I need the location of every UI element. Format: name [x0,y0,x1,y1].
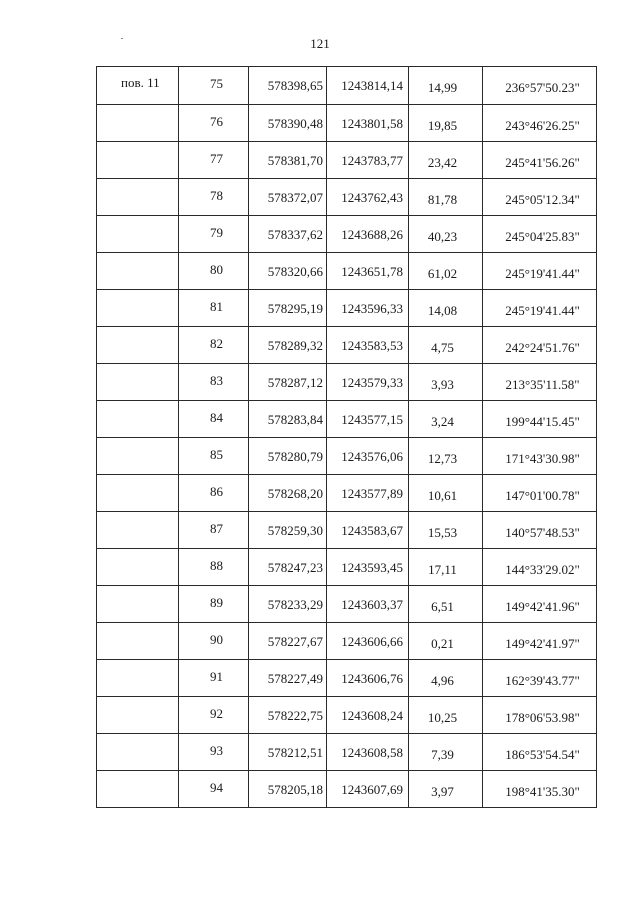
point-number: 75 [210,76,223,91]
section-label [97,771,178,779]
table-row [97,142,597,179]
y-coordinate: 1243688,26 [341,227,403,242]
segment-length-cell [409,660,483,697]
table-row [97,401,597,438]
bearing-angle: 149°42'41.96" [505,599,580,614]
section-label-cell [97,401,179,438]
table-row [97,771,597,808]
point-number: 77 [210,151,223,166]
bearing-angle: 236°57'50.23" [505,80,580,95]
bearing-angle-cell [483,67,597,105]
table-row [97,67,597,105]
section-label [97,549,178,557]
y-coordinate: 1243762,43 [341,190,403,205]
table-row [97,253,597,290]
x-coordinate: 578227,67 [267,634,323,649]
bearing-angle-cell [483,512,597,549]
section-label: пов. 11 [121,75,160,90]
x-coordinate-cell [249,549,327,586]
point-number-cell [179,475,249,512]
y-coordinate-cell [327,734,409,771]
x-coordinate-cell [249,438,327,475]
segment-length-cell [409,364,483,401]
page-number: 121 [310,36,330,51]
section-label [97,142,178,150]
bearing-angle-cell [483,475,597,512]
x-coordinate: 578320,66 [267,264,323,279]
section-label [97,216,178,224]
point-number-cell [179,734,249,771]
table-row [97,623,597,660]
x-coordinate-cell [249,216,327,253]
segment-length-cell [409,512,483,549]
point-number: 90 [210,632,223,647]
section-label-cell [97,364,179,401]
x-coordinate-cell [249,105,327,142]
section-label [97,401,178,409]
bearing-angle-cell [483,697,597,734]
segment-length: 17,11 [428,562,457,577]
x-coordinate-cell [249,179,327,216]
bearing-angle-cell [483,216,597,253]
segment-length: 4,96 [431,673,454,688]
bearing-angle-cell [483,401,597,438]
bearing-angle: 245°05'12.34" [505,192,580,207]
section-label-cell [97,771,179,808]
point-number: 81 [210,299,223,314]
y-coordinate-cell [327,660,409,697]
section-label-cell [97,142,179,179]
x-coordinate: 578259,30 [267,523,323,538]
point-number: 82 [210,336,223,351]
segment-length-cell [409,438,483,475]
bearing-angle: 178°06'53.98" [505,710,580,725]
segment-length: 81,78 [427,192,458,207]
section-label [97,660,178,668]
y-coordinate: 1243577,89 [341,486,403,501]
bearing-angle: 199°44'15.45" [505,414,580,429]
point-number: 88 [210,558,223,573]
bearing-angle-cell [483,179,597,216]
point-number-cell [179,771,249,808]
table-row [97,216,597,253]
y-coordinate-cell [327,142,409,179]
segment-length: 10,25 [427,710,458,725]
point-number: 89 [210,595,223,610]
segment-length: 14,99 [427,80,458,95]
segment-length: 4,75 [431,340,454,355]
table-row [97,179,597,216]
section-label [97,290,178,298]
bearing-angle-cell [483,438,597,475]
section-label-cell [97,549,179,586]
x-coordinate-cell [249,67,327,105]
bearing-angle: 149°42'41.97" [505,636,580,651]
point-number-cell [179,549,249,586]
bearing-angle-cell [483,142,597,179]
x-coordinate-cell [249,401,327,438]
y-coordinate-cell [327,253,409,290]
segment-length-cell [409,327,483,364]
section-label-cell [97,216,179,253]
x-coordinate-cell [249,623,327,660]
section-label-cell [97,475,179,512]
segment-length-cell [409,549,483,586]
segment-length: 19,85 [427,118,458,133]
segment-length-cell [409,623,483,660]
segment-length: 14,08 [427,303,458,318]
y-coordinate-cell [327,179,409,216]
bearing-angle-cell [483,771,597,808]
point-number: 78 [210,188,223,203]
y-coordinate: 1243651,78 [341,264,403,279]
table-row [97,734,597,771]
bearing-angle-cell [483,586,597,623]
point-number-cell [179,364,249,401]
point-number-cell [179,697,249,734]
bearing-angle-cell [483,105,597,142]
segment-length-cell [409,290,483,327]
x-coordinate: 578287,12 [267,375,323,390]
point-number-cell [179,660,249,697]
section-label [97,734,178,742]
x-coordinate: 578233,29 [267,597,323,612]
section-label-cell [97,438,179,475]
bearing-angle-cell [483,623,597,660]
point-number: 83 [210,373,223,388]
segment-length-cell [409,475,483,512]
scan-speck [121,38,123,39]
table-row [97,512,597,549]
x-coordinate: 578205,18 [267,782,323,797]
bearing-angle-cell [483,660,597,697]
bearing-angle-cell [483,327,597,364]
y-coordinate: 1243607,69 [341,782,403,797]
section-label [97,512,178,520]
y-coordinate-cell [327,771,409,808]
section-label-cell [97,253,179,290]
y-coordinate-cell [327,549,409,586]
y-coordinate-cell [327,623,409,660]
y-coordinate: 1243596,33 [341,301,403,316]
point-number-cell [179,67,249,105]
segment-length-cell [409,734,483,771]
bearing-angle: 245°41'56.26" [505,155,580,170]
x-coordinate-cell [249,697,327,734]
x-coordinate: 578381,70 [267,153,323,168]
y-coordinate: 1243608,24 [341,708,403,723]
point-number: 94 [210,780,223,795]
point-number: 85 [210,447,223,462]
segment-length-cell [409,67,483,105]
point-number: 93 [210,743,223,758]
x-coordinate-cell [249,253,327,290]
segment-length: 6,51 [431,599,454,614]
table-row [97,697,597,734]
x-coordinate-cell [249,771,327,808]
y-coordinate-cell [327,67,409,105]
y-coordinate: 1243603,37 [341,597,403,612]
point-number: 87 [210,521,223,536]
point-number-cell [179,586,249,623]
segment-length: 23,42 [427,155,458,170]
point-number: 79 [210,225,223,240]
y-coordinate: 1243814,14 [341,78,403,93]
segment-length: 10,61 [427,488,458,503]
point-number: 80 [210,262,223,277]
point-number-cell [179,438,249,475]
segment-length: 40,23 [427,229,458,244]
point-number: 84 [210,410,223,425]
y-coordinate-cell [327,401,409,438]
x-coordinate: 578247,23 [267,560,323,575]
x-coordinate-cell [249,586,327,623]
table-row [97,475,597,512]
y-coordinate: 1243583,53 [341,338,403,353]
bearing-angle-cell [483,549,597,586]
point-number-cell [179,142,249,179]
x-coordinate-cell [249,660,327,697]
y-coordinate: 1243579,33 [341,375,403,390]
point-number: 91 [210,669,223,684]
point-number-cell [179,253,249,290]
y-coordinate: 1243606,76 [341,671,403,686]
bearing-angle-cell [483,734,597,771]
x-coordinate: 578337,62 [267,227,323,242]
segment-length: 3,97 [431,784,454,799]
point-number-cell [179,623,249,660]
x-coordinate: 578280,79 [267,449,323,464]
section-label-cell [97,67,179,105]
coordinates-table [96,66,597,808]
y-coordinate-cell [327,697,409,734]
x-coordinate: 578289,32 [267,338,323,353]
y-coordinate-cell [327,105,409,142]
section-label-cell [97,105,179,142]
section-label [97,438,178,446]
y-coordinate-cell [327,290,409,327]
section-label-cell [97,290,179,327]
segment-length-cell [409,179,483,216]
segment-length-cell [409,216,483,253]
section-label-cell [97,623,179,660]
section-label-cell [97,586,179,623]
y-coordinate: 1243608,58 [341,745,403,760]
bearing-angle: 245°19'41.44" [505,266,580,281]
y-coordinate: 1243576,06 [341,449,403,464]
segment-length-cell [409,771,483,808]
point-number-cell [179,290,249,327]
x-coordinate-cell [249,327,327,364]
y-coordinate-cell [327,512,409,549]
segment-length: 15,53 [427,525,458,540]
segment-length: 7,39 [431,747,454,762]
y-coordinate-cell [327,586,409,623]
bearing-angle-cell [483,253,597,290]
segment-length-cell [409,105,483,142]
x-coordinate: 578227,49 [267,671,323,686]
section-label-cell [97,697,179,734]
section-label [97,327,178,335]
y-coordinate-cell [327,475,409,512]
point-number-cell [179,327,249,364]
y-coordinate: 1243783,77 [341,153,403,168]
table-row [97,364,597,401]
point-number-cell [179,216,249,253]
segment-length: 61,02 [427,266,458,281]
bearing-angle: 242°24'51.76" [505,340,580,355]
table-row [97,327,597,364]
x-coordinate: 578372,07 [267,190,323,205]
x-coordinate-cell [249,475,327,512]
x-coordinate-cell [249,142,327,179]
segment-length-cell [409,401,483,438]
bearing-angle: 171°43'30.98" [505,451,580,466]
x-coordinate: 578295,19 [267,301,323,316]
section-label [97,253,178,261]
segment-length: 0,21 [431,636,454,651]
y-coordinate-cell [327,438,409,475]
point-number-cell [179,105,249,142]
segment-length: 12,73 [427,451,458,466]
x-coordinate-cell [249,734,327,771]
section-label [97,586,178,594]
point-number: 92 [210,706,223,721]
bearing-angle: 147°01'00.78" [505,488,580,503]
y-coordinate: 1243583,67 [341,523,403,538]
section-label [97,364,178,372]
y-coordinate-cell [327,216,409,253]
bearing-angle: 213°35'11.58" [505,377,580,392]
y-coordinate-cell [327,364,409,401]
x-coordinate-cell [249,364,327,401]
y-coordinate: 1243606,66 [341,634,403,649]
segment-length-cell [409,697,483,734]
section-label-cell [97,512,179,549]
section-label [97,179,178,187]
table-row [97,105,597,142]
y-coordinate-cell [327,327,409,364]
x-coordinate: 578390,48 [267,116,323,131]
x-coordinate: 578212,51 [267,745,323,760]
segment-length-cell [409,253,483,290]
bearing-angle: 140°57'48.53" [505,525,580,540]
bearing-angle: 243°46'26.25" [505,118,580,133]
bearing-angle: 245°04'25.83" [505,229,580,244]
bearing-angle-cell [483,290,597,327]
bearing-angle: 186°53'54.54" [505,747,580,762]
segment-length-cell [409,142,483,179]
table-row [97,290,597,327]
point-number-cell [179,401,249,438]
table-row [97,586,597,623]
coordinates-table-body [97,67,597,808]
y-coordinate: 1243593,45 [341,560,403,575]
x-coordinate: 578268,20 [267,486,323,501]
table-row [97,438,597,475]
point-number-cell [179,179,249,216]
x-coordinate-cell [249,512,327,549]
segment-length-cell [409,586,483,623]
point-number-cell [179,512,249,549]
y-coordinate: 1243577,15 [341,412,403,427]
bearing-angle: 144°33'29.02" [505,562,580,577]
point-number: 76 [210,114,223,129]
segment-length: 3,24 [431,414,454,429]
bearing-angle-cell [483,364,597,401]
section-label-cell [97,660,179,697]
point-number: 86 [210,484,223,499]
segment-length: 3,93 [431,377,454,392]
section-label [97,105,178,113]
section-label-cell [97,179,179,216]
y-coordinate: 1243801,58 [341,116,403,131]
x-coordinate: 578283,84 [267,412,323,427]
x-coordinate-cell [249,290,327,327]
section-label [97,475,178,483]
section-label [97,623,178,631]
section-label [97,697,178,705]
x-coordinate: 578398,65 [267,78,323,93]
section-label-cell [97,327,179,364]
bearing-angle: 198°41'35.30" [505,784,580,799]
section-label-cell [97,734,179,771]
table-row [97,660,597,697]
bearing-angle: 162°39'43.77" [505,673,580,688]
x-coordinate: 578222,75 [267,708,323,723]
table-row [97,549,597,586]
bearing-angle: 245°19'41.44" [505,303,580,318]
